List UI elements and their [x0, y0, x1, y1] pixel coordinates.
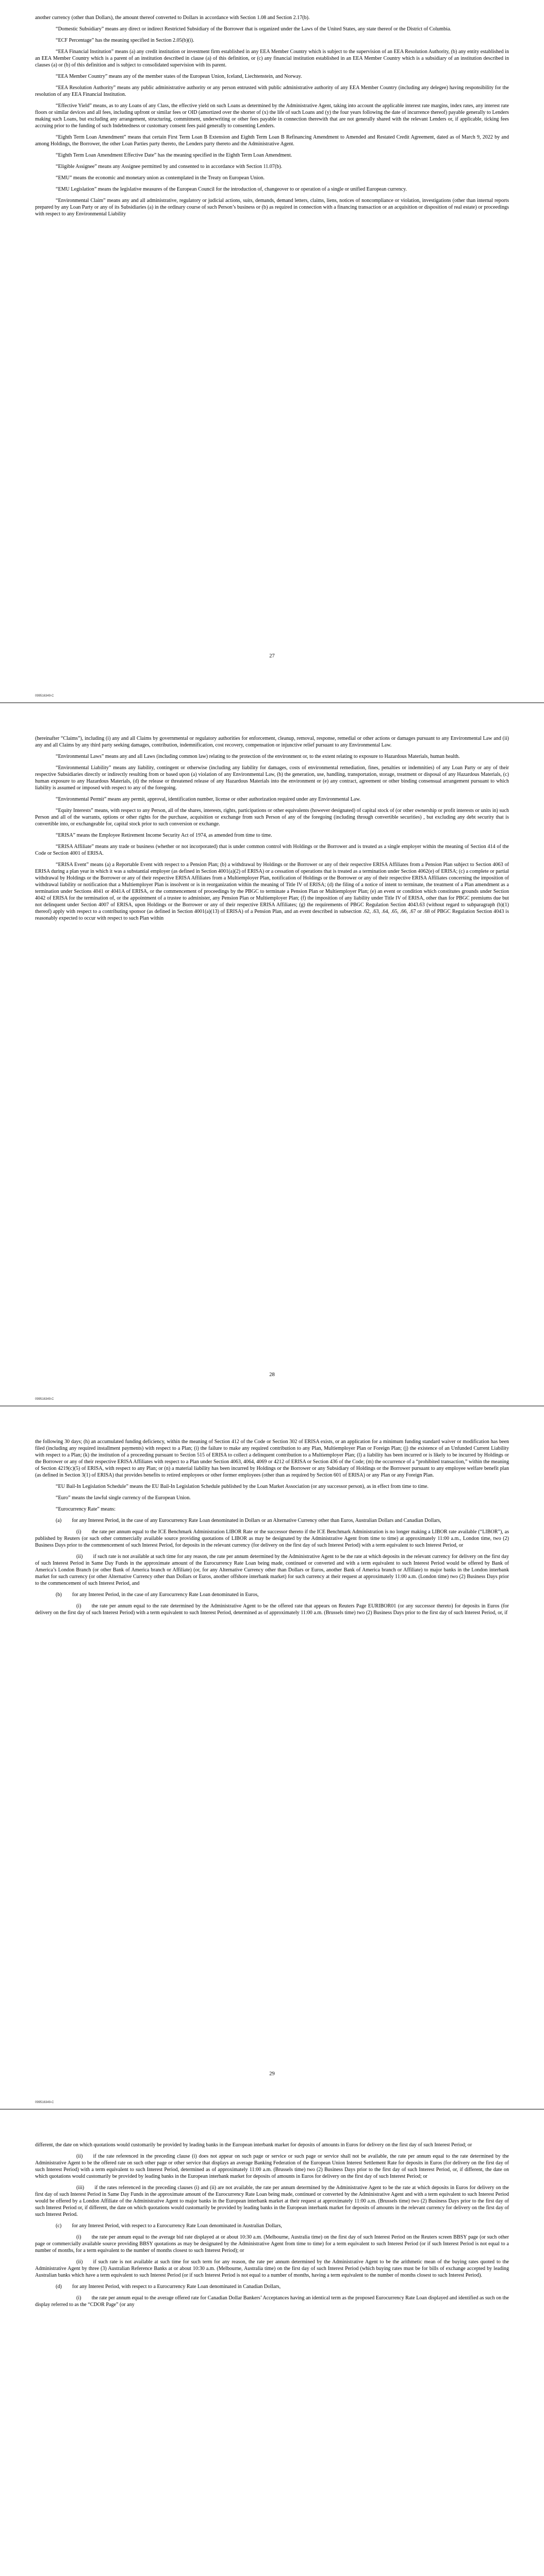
- paragraph: (hereinafter “Claims”), including (i) any and all Claims by governmental or regulatory authorities for enforcement, cleanup, removal, response, remedial or other actions or damages pursuant to any Environmental Law and (ii) any and all Claims by any third party seeking damages, contribution, indemnification, cost recovery, compensation or injunctive relief pursuant to any Environmental Law.: [35, 736, 509, 748]
- document-id: 099516349-C: [35, 2101, 54, 2104]
- paragraph: (ii) if the rate referenced in the preceding clause (i) does not appear on such page or service or such page or service shall not be available, the rate per annum equal to the rate determined by the Administrative Agent to be the offered rate on such other page or other service that displays an average Banking Federation of the European Union Interest Settlement Rate for deposits in Euros (for delivery on the first day of such Interest Period) with a term equivalent to such Interest Period, determined as of approximately 11:00 a.m. (Brussels time) two (2) Business Days prior to the first day of such Interest Period, or, if different, the date on which quotations would customarily be provided by leading banks in the European interbank market for deposits of amounts in Euros for delivery on the first day of such Interest Period; or: [35, 2154, 509, 2179]
- paragraph: (i) the rate per annum equal to the average offered rate for Canadian Dollar Bankers’ Acceptances having an identical term as the proposed Eurocurrency Rate Loan displayed and identified as such on the display referred to as the “CDOR Page” (or any: [35, 2295, 509, 2308]
- paragraph: “Environmental Claim” means any and all administrative, regulatory or judicial actions, suits, demands, demand letters, claims, liens, notices of noncompliance or violation, investigations (other than internal reports prepared by any Loan Party or any of its Subsidiaries (a) in the ordinary course of such Person’s business or (b) as required in connection with a financing transaction or an acquisition or disposition of real estate) or proceedings with respect to any Environmental Liability: [35, 198, 509, 217]
- paragraph: “Euro” means the lawful single currency of the European Union.: [56, 1495, 191, 1501]
- paragraph: “Eurocurrency Rate” means:: [56, 1506, 116, 1512]
- paragraph: “ERISA” means the Employee Retirement Income Security Act of 1974, as amended from time to time.: [56, 833, 272, 838]
- paragraph: “ERISA Affiliate” means any trade or business (whether or not incorporated) that is under common control with Holdings or the Borrower and is treated as a single employer within the meaning of Section 414 of the Code or Section 4001 of ERISA.: [35, 844, 509, 856]
- paragraph: “ECF Percentage” has the meaning specified in Section 2.05(b)(i).: [56, 38, 194, 43]
- paragraph: “EU Bail-In Legislation Schedule” means the EU Bail-In Legislation Schedule published by the Loan Market Association (or any successor person), as in effect from time to time.: [56, 1484, 429, 1489]
- page-number: 27: [269, 653, 275, 659]
- paragraph: “Equity Interests” means, with respect to any Person, all of the shares, interests, rights, participations or other equivalents (however designated) of capital stock of (or other ownership or profit interests or units in) such Person and all of the warrants, options or other rights for the purchase, acquisition or exchange from such Person of any of the foregoing (including through convertible securities) , but excluding any debt security that is convertible into, or exchangeable for, capital stock prior to such conversion or exchange.: [35, 808, 509, 827]
- paragraph: “Environmental Laws” means any and all Laws (including common law) relating to the protection of the environment or, to the extent relating to exposure to Hazardous Materials, human health.: [56, 754, 460, 759]
- paragraph: “Eligible Assignee” means any Assignee permitted by and consented to in accordance with Section 11.07(b).: [56, 164, 283, 170]
- paragraph: (a) for any Interest Period, in the case of any Eurocurrency Rate Loan denominated in Dollars or an Alternative Currency other than Euros, Australian Dollars and Canadian Dollars,: [56, 1518, 441, 1523]
- paragraph: “ERISA Event” means (a) a Reportable Event with respect to a Pension Plan; (b) a withdrawal by Holdings or the Borrower or any of their respective ERISA Affiliates from a Pension Plan subject to Section 4063 of ERISA during a plan year in which it was a substantial employer (as defined in Section 4001(a)(2) of ERISA) or a cessation of operations that is treated as a termination under Section 4062(e) of ERISA; (c) a complete or partial withdrawal by Holdings or the Borrower or any of their respective ERISA Affiliates from a Multiemployer Plan, notification of Holdings or the Borrower or any of their respective ERISA Affiliates concerning the imposition of withdrawal liability or notification that a Multiemployer Plan is insolvent or is in reorganization within the meaning of Title IV of ERISA; (d) the filing of a notice of intent to terminate, the treatment of a Plan amendment as a termination under Sections 4041 or 4041A of ERISA, or the commencement of proceedings by the PBGC to terminate a Pension Plan or Multiemployer Plan; (e) an event or condition which constitutes grounds under Section 4042 of ERISA for the termination of, or the appointment of a trustee to administer, any Pension Plan or Multiemployer Plan; (f) the imposition of any liability under Title IV of ERISA, other than for PBGC premiums due but not delinquent under Section 4007 of ERISA, upon Holdings or the Borrower or any of their respective ERISA Affiliates; (g) the requirements of PBGC Regulation Section 4043.63 (without regard to subparagraph (b)(1) thereof) apply with respect to a contributing sponsor (as defined in Section 4001(a)(13) of ERISA) of a Pension Plan, and an event described in subsection .62, .63, .64, .65, .66, .67 or .68 of PBGC Regulation Section 4043 is reasonably expected to occur with respect to such Plan within: [35, 862, 509, 921]
- paragraph: (i) the rate per annum equal to the rate determined by the Administrative Agent to be the offered rate that appears on Reuters Page EURIBOR01 (or any successor thereto) for deposits in Euros (for delivery on the first day of such Interest Period) with a term equivalent to such Interest Period, determined as of approximately 11:00 a.m. (Brussels time) two (2) Business Days prior to the first day of such Interest Period, or, if: [35, 1603, 509, 1616]
- paragraph: different, the date on which quotations would customarily be provided by leading banks in the European interbank market for deposits of amounts in Euros for delivery on the first day of such Interest Period; or: [35, 2142, 472, 2148]
- paragraph: “EEA Member Country” means any of the member states of the European Union, Iceland, Liechtenstein, and Norway.: [56, 74, 302, 79]
- paragraph: “EEA Financial Institution” means (a) any credit institution or investment firm established in any EEA Member Country which is subject to the supervision of an EEA Resolution Authority, (b) any entity established in an EEA Member Country which is a parent of an institution described in clause (a) of this definition, or (c) any financial institution established in an EEA Member Country which is a subsidiary of an institution described in clauses (a) or (b) of this definition and is subject to consolidated supervision with its parent.: [35, 49, 509, 68]
- page-body: [35, 2110, 509, 2308]
- page-4: [0, 2110, 544, 2576]
- page-body: [35, 703, 509, 922]
- page-body: [35, 1406, 509, 1616]
- document-id: 099516349-C: [35, 1398, 54, 1401]
- paragraph: “Eighth Term Loan Amendment” means that certain First Term Loan B Extension and Eighth Term Loan B Refinancing Amendment to Amended and Restated Credit Agreement, dated as of March 9, 2022 by and among Holdings, the Borrower, the other Loan Parties party thereto, the Lenders party thereto and the Administrative Agent.: [35, 134, 509, 147]
- paragraph: “EMU Legislation” means the legislative measures of the European Council for the introduction of, changeover to or operation of a single or unified European currency.: [56, 187, 407, 192]
- paragraph: “Domestic Subsidiary” means any direct or indirect Restricted Subsidiary of the Borrower that is organized under the Laws of the United States, any state thereof or the District of Columbia.: [56, 26, 452, 32]
- page-number: 29: [269, 2071, 275, 2077]
- paragraph: “Effective Yield” means, as to any Loans of any Class, the effective yield on such Loans as determined by the Administrative Agent, taking into account the applicable interest rate margins, index rates, any interest rate floors or similar devices and all fees, including upfront or similar fees or OID (amortized over the shorter of (x) the life of such Loans and (y) the four years following the date of incurrence thereof) payable generally to Lenders making such Loans, but excluding any arrangement, structuring, commitment, underwriting or other fees payable in connection therewith that are not generally shared with the relevant Lenders or, if applicable, ticking fees accruing prior to the funding of such Indebtedness or customary consent fees paid generally to consenting Lenders.: [35, 103, 509, 129]
- paragraph: (d) for any Interest Period, with respect to a Eurocurrency Rate Loan denominated in Canadian Dollars,: [56, 2284, 281, 2290]
- paragraph: (iii) if the rates referenced in the preceding clauses (i) and (ii) are not available, the rate per annum determined by the Administrative Agent to be the rate at which deposits in Euros for delivery on the first day of such Interest Period in Same Day Funds in the approximate amount of the Eurocurrency Rate Loan being made, continued or converted by the Administrative Agent and with a term equivalent to such Interest Period would be offered by a London Affiliate of the Administrative Agent to major banks in the European interbank market at their request at approximately 11:00 a.m. (Brussels time) two (2) Business Days prior to the first day of such Interest Period or, if different, the date on which quotations would customarily be provided by leading banks in the European interbank market for deposits of amounts in the relevant currency for delivery on the first day of such Interest Period.: [35, 2185, 509, 2217]
- paragraph: the following 30 days; (h) an accumulated funding deficiency, within the meaning of Section 412 of the Code or Section 302 of ERISA exists, or an application for a minimum funding standard waiver or modification has been filed (including any required installment payments) with respect to a Plan; (i) the failure to make any required contribution to any Plan, Multiemployer Plan or Foreign Plan; (j) the existence of an Unfunded Current Liability with respect to a Plan; (k) the institution of a proceeding pursuant to Section 515 of ERISA to collect a delinquent contribution to a Multiemployer Plan; (l) a liability has been incurred or is likely to be incurred by Holdings or the Borrower or any of their respective ERISA Affiliates with respect to a Plan under Section 4063, 4064, 4069 or 4212 of ERISA or Section 436 of the Code; (m) the occurrence of a “prohibited transaction,” within the meaning of Section 4219(c)(5) of ERISA, with respect to any Plan; or (n) a material liability has been incurred by Holdings or the Borrower or any Subsidiary of Holdings or the Borrower pursuant to any employee welfare benefit plan (as defined in Section 3(1) of ERISA) that provides benefits to retired employees or other former employees (other than as required by Section 601 of ERISA) or any Plan or any Foreign Plan.: [35, 1439, 509, 1478]
- paragraph: “Eighth Term Loan Amendment Effective Date” has the meaning specified in the Eighth Term Loan Amendment.: [56, 152, 292, 158]
- paragraph: “Environmental Liability” means any liability, contingent or otherwise (including any liability for damages, costs of environmental remediation, fines, penalties or indemnities) of any Loan Party or any of their respective Subsidiaries directly or indirectly resulting from or based upon (a) violation of any Environmental Law, (b) the generation, use, handling, transportation, storage, treatment or disposal of any Hazardous Materials, (c) human exposure to any Hazardous Materials, (d) the release or threatened release of any Hazardous Materials into the environment or (e) any contract, agreement or other binding consensual arrangement pursuant to which liability is assumed or imposed with respect to any of the foregoing.: [35, 765, 509, 791]
- page-1: [0, 0, 544, 702]
- document-id: 099516349-C: [35, 694, 54, 698]
- paragraph: “EMU” means the economic and monetary union as contemplated in the Treaty on European Union.: [56, 175, 265, 181]
- page-body: [35, 0, 509, 217]
- paragraph: (ii) if such rate is not available at such time for any reason, the rate per annum determined by the Administrative Agent to be the rate at which deposits in the relevant currency for delivery on the first day of such Interest Period in Same Day Funds in the approximate amount of the Eurocurrency Rate Loan being made, continued or converted and with a term equivalent to such Interest Period would be offered by Bank of America’s London Branch (or other Bank of America branch or Affiliate) (or, for any Alternative Currency other than Dollars or Euros, another Bank of America branch or Affiliate) to major banks in the London interbank market for such currency (or other Alternative Currency other than Dollars or Euros, another offshore interbank market) for such currency at their request at approximately 11:00 a.m. (London time) two (2) Business Days prior to the commencement of such Interest Period, and: [35, 1554, 509, 1586]
- paragraph: “EEA Resolution Authority” means any public administrative authority or any person entrusted with public administrative authority of any EEA Member Country (including any delegee) having responsibility for the resolution of any EEA Financial Institution.: [35, 85, 509, 97]
- paragraph: (ii) if such rate is not available at such time for such term for any reason, the rate per annum determined by the Administrative Agent to be the arithmetic mean of the buying rates quoted to the Administrative Agent by three (3) Australian Reference Banks at or about 10:30 a.m. (Melbourne, Australia time) on the first day of such Interest Period (which buying rates must be for bills of exchange accepted by leading Australian banks which have a term equivalent to such Interest Period (or if such Interest Period is not equal to a number of months, having a term equivalent to the number of months closest to such Interest Period).: [35, 2259, 509, 2278]
- paragraph: another currency (other than Dollars), the amount thereof converted to Dollars in accordance with Section 1.08 and Section 2.17(b).: [35, 15, 310, 21]
- paragraph: (i) the rate per annum equal to the average bid rate displayed at or about 10:30 a.m. (Melbourne, Australia time) on the first day of such Interest Period on the Reuters screen BBSY page (or such other page or commercially available source providing BBSY quotations as may be designated by the Administrative Agent from time to time) for a term equivalent to such Interest Period (or if such Interest Period is not equal to a number of months, for a term equivalent to the number of months closest to such Interest Period); or: [35, 2234, 509, 2253]
- paragraph: (b) for any Interest Period, in the case of any Eurocurrency Rate Loan denominated in Euros,: [56, 1592, 259, 1598]
- paragraph: “Environmental Permit” means any permit, approval, identification number, license or other authorization required under any Environmental Law.: [56, 796, 361, 802]
- page-number: 28: [269, 1372, 275, 1378]
- paragraph: (i) the rate per annum equal to the ICE Benchmark Administration LIBOR Rate or the successor thereto if the ICE Benchmark Administration is no longer making a LIBOR rate available (“LIBOR”), as published by Reuters (or such other commercially available source providing quotations of LIBOR as may be designated by the Administrative Agent from time to time) at approximately 11:00 a.m., London time, two (2) Business Days prior to the commencement of such Interest Period, for deposits in the relevant currency (for delivery on the first day of such Interest Period) with a term equivalent to such Interest Period, or: [35, 1529, 509, 1548]
- page-3: [0, 1406, 544, 2109]
- page-2: [0, 703, 544, 1405]
- paragraph: (c) for any Interest Period, with respect to a Eurocurrency Rate Loan denominated in Australian Dollars,: [56, 2223, 282, 2229]
